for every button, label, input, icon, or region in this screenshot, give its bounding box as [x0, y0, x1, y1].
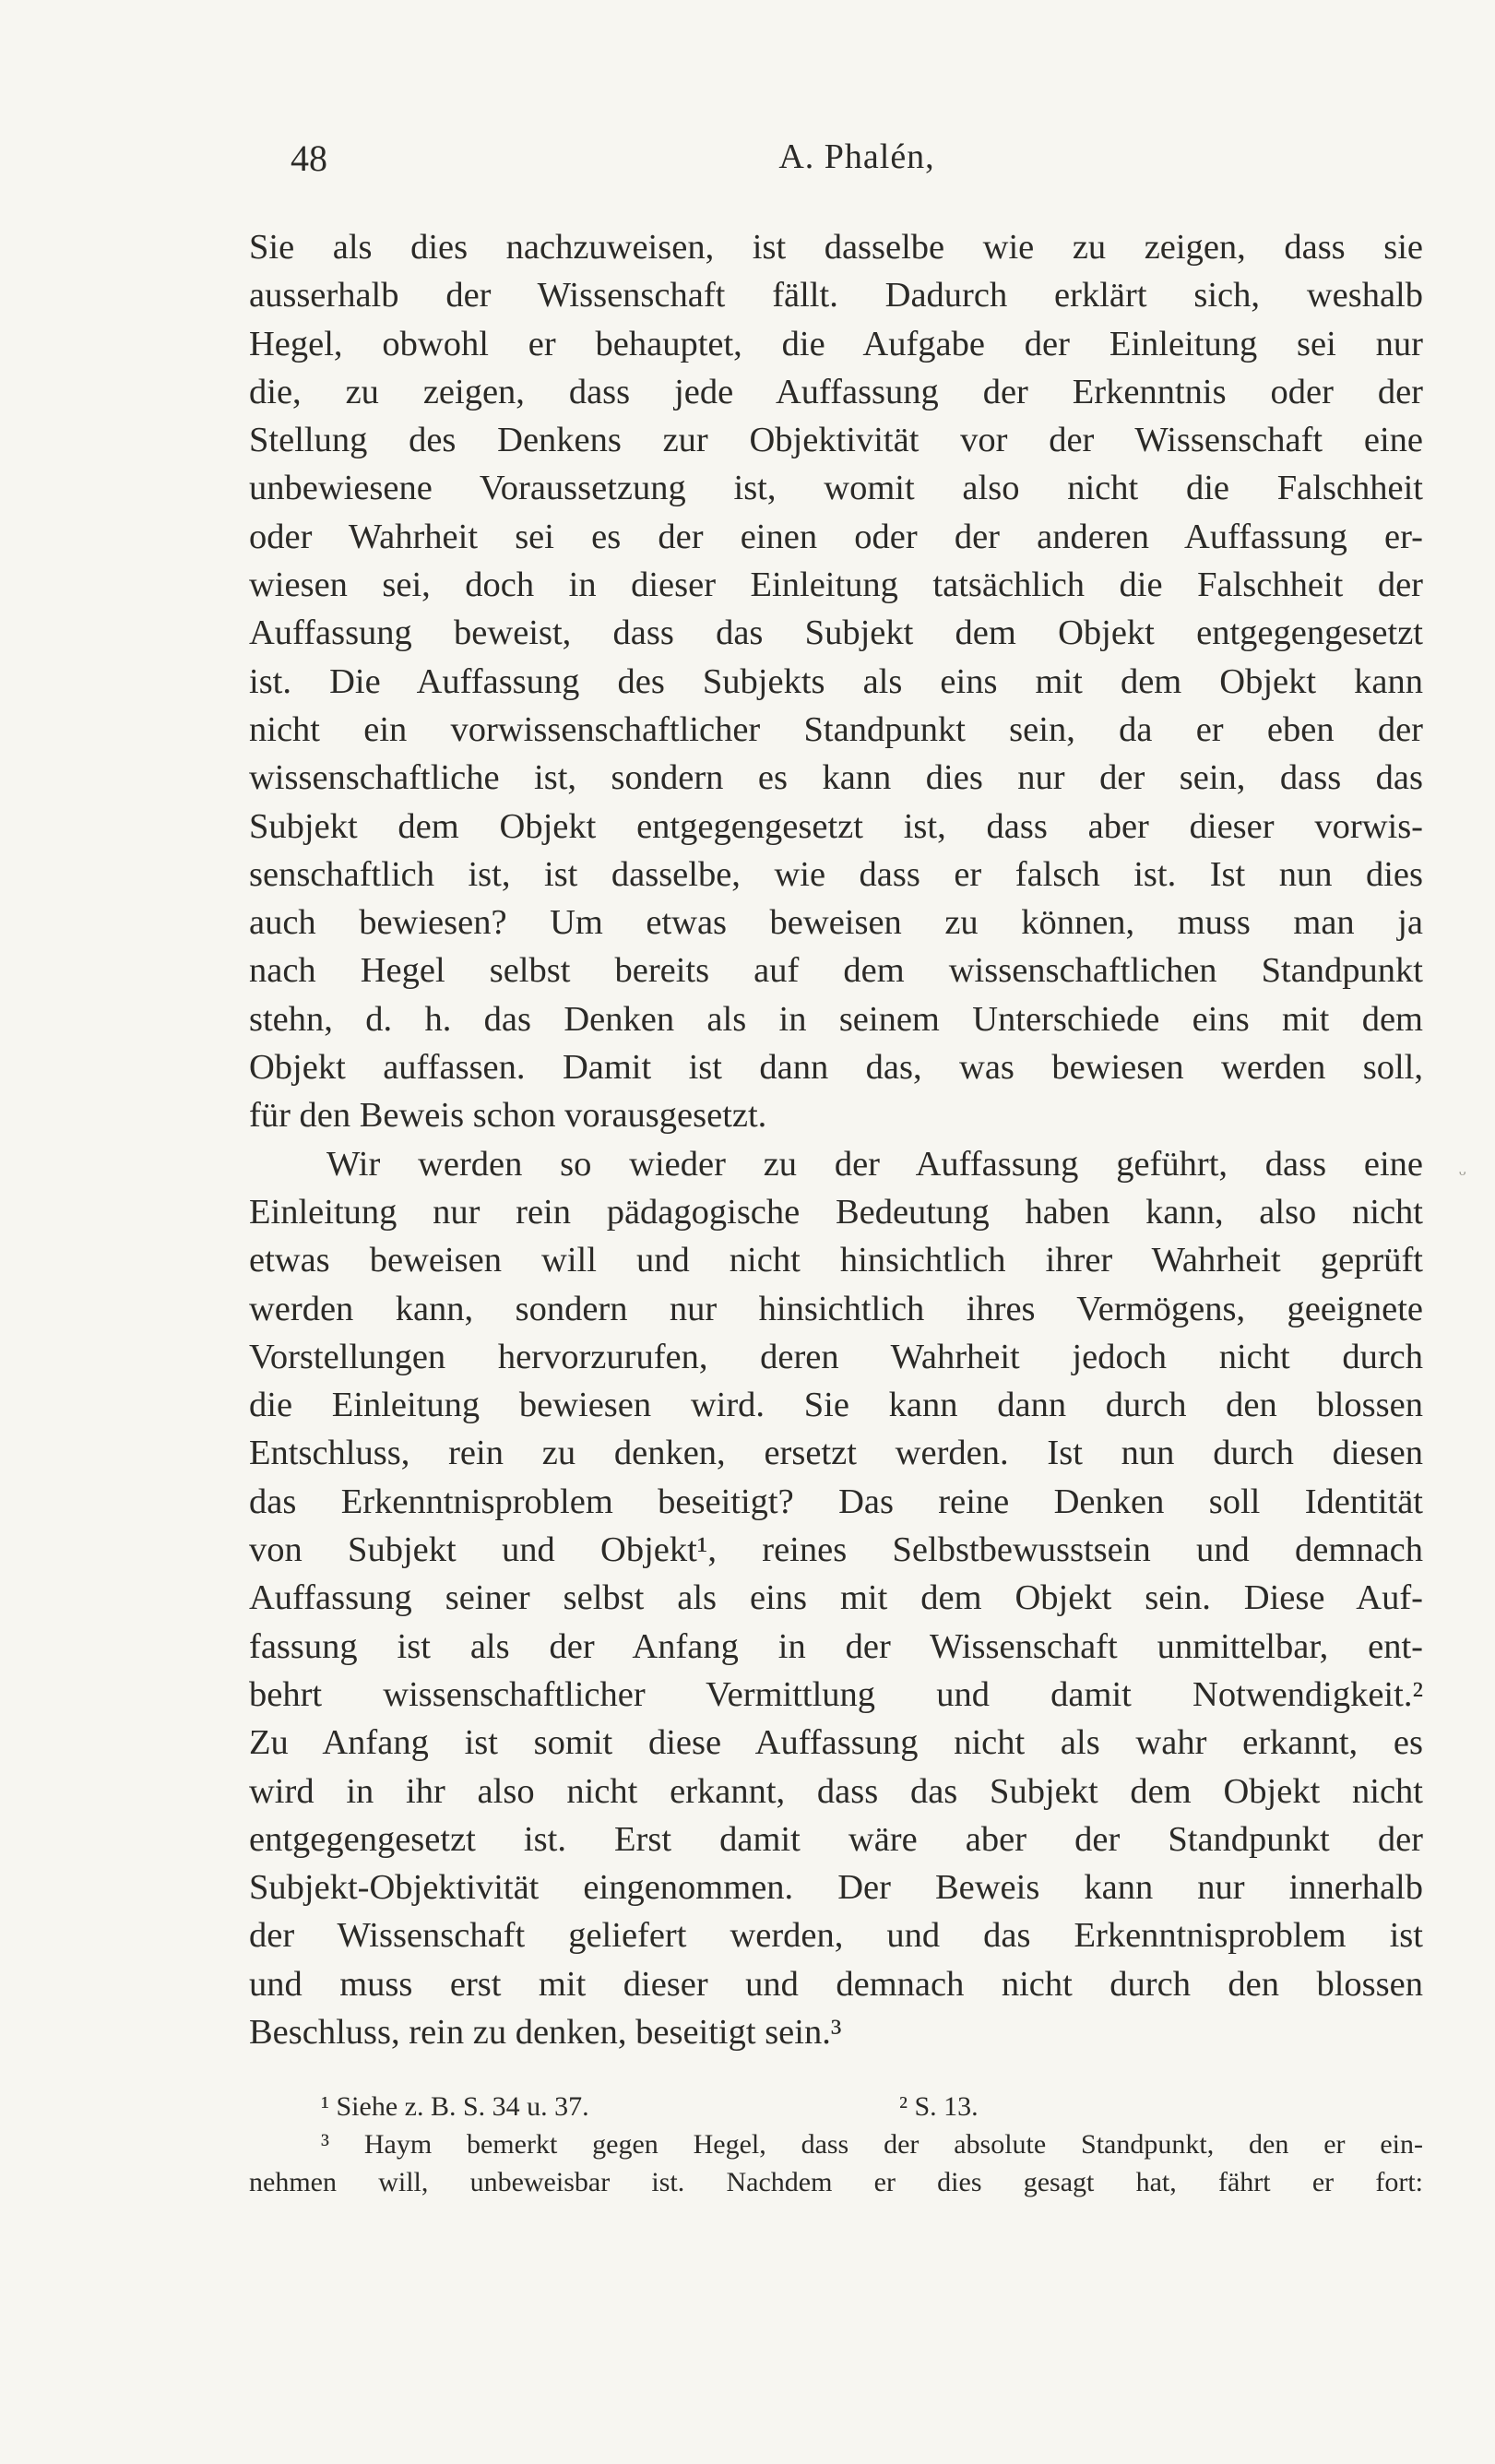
footnote-3-line: nehmen will, unbeweisbar ist. Nachdem er dies gesagt hat, fährt er fort: — [249, 2167, 1423, 2197]
footnote-3-line: ³ Haym bemerkt gegen Hegel, dass der absolute Standpunkt, den er ein- — [321, 2129, 1423, 2160]
text-line: auch bewiesen? Um etwas beweisen zu können, muss man ja — [249, 903, 1423, 943]
text-line: Subjekt-Objektivität eingenommen. Der Beweis kann nur innerhalb — [249, 1868, 1423, 1908]
text-line: wiesen sei, doch in dieser Einleitung tatsächlich die Falschheit der — [249, 565, 1423, 605]
text-line: nach Hegel selbst bereits auf dem wissenschaftlichen Standpunkt — [249, 951, 1423, 991]
text-line: Sie als dies nachzuweisen, ist dasselbe wie zu zeigen, dass sie — [249, 228, 1423, 267]
text-line: Entschluss, rein zu denken, ersetzt werden. Ist nun durch diesen — [249, 1434, 1423, 1473]
text-line: fassung ist als der Anfang in der Wissenschaft unmittelbar, ent- — [249, 1626, 1423, 1666]
text-line: ist. Die Auffassung des Subjekts als eins mit dem Objekt kann — [249, 661, 1423, 701]
text-line: Objekt auffassen. Damit ist dann das, was bewiesen werden soll, — [249, 1048, 1423, 1088]
text-line: entgegengesetzt ist. Erst damit wäre aber der Standpunkt der — [249, 1819, 1423, 1859]
text-line: oder Wahrheit sei es der einen oder der anderen Auffassung er- — [249, 517, 1423, 556]
text-line: Zu Anfang ist somit diese Auffassung nicht als wahr erkannt, es — [249, 1723, 1423, 1763]
text-line: ausserhalb der Wissenschaft fällt. Dadurch erklärt sich, weshalb — [249, 276, 1423, 315]
text-line: das Erkenntnisproblem beseitigt? Das reine Denken soll Identität — [249, 1482, 1423, 1521]
text-line: Stellung des Denkens zur Objektivität vor der Wissenschaft eine — [249, 421, 1423, 460]
page-number: 48 — [291, 137, 327, 179]
text-line: unbewiesene Voraussetzung ist, womit also nicht die Falschheit — [249, 469, 1423, 508]
text-line: nicht ein vorwissenschaftlicher Standpunkt sein, da er eben der — [249, 709, 1423, 749]
footnote-1: ¹ Siehe z. B. S. 34 u. 37. — [321, 2091, 589, 2122]
margin-mark: ᵕ — [1459, 1161, 1466, 1187]
text-line: etwas beweisen will und nicht hinsichtlich ihrer Wahrheit geprüft — [249, 1241, 1423, 1280]
text-line: Wir werden so wieder zu der Auffassung geführt, dass eine — [326, 1144, 1423, 1184]
text-line: Hegel, obwohl er behauptet, die Aufgabe der Einleitung sei nur — [249, 324, 1423, 363]
text-line: für den Beweis schon vorausgesetzt. — [249, 1096, 767, 1136]
text-line: die, zu zeigen, dass jede Auffassung der Erkenntnis oder der — [249, 372, 1423, 411]
text-line: werden kann, sondern nur hinsichtlich ihres Vermögens, geeignete — [249, 1289, 1423, 1328]
text-line: behrt wissenschaftlicher Vermittlung und damit Notwendigkeit.² — [249, 1674, 1423, 1714]
text-line: stehn, d. h. das Denken als in seinem Unterschiede eins mit dem — [249, 999, 1423, 1039]
footnote-2: ² S. 13. — [899, 2091, 979, 2122]
text-line: und muss erst mit dieser und demnach nicht durch den blossen — [249, 1964, 1423, 2004]
page-header — [291, 137, 1423, 192]
text-line: Auffassung seiner selbst als eins mit dem Objekt sein. Diese Auf- — [249, 1578, 1423, 1618]
text-line: Auffassung beweist, dass das Subjekt dem Objekt entgegengesetzt — [249, 613, 1423, 653]
text-line: die Einleitung bewiesen wird. Sie kann dann durch den blossen — [249, 1386, 1423, 1425]
footnotes — [249, 2088, 1423, 2201]
text-line: wird in ihr also nicht erkannt, dass das Subjekt dem Objekt nicht — [249, 1771, 1423, 1811]
text-line: Beschluss, rein zu denken, beseitigt sein.³ — [249, 2012, 842, 2052]
footnote-row — [249, 2088, 1423, 2125]
text-line: Vorstellungen hervorzurufen, deren Wahrheit jedoch nicht durch — [249, 1337, 1423, 1376]
text-line: von Subjekt und Objekt¹, reines Selbstbewusstsein und demnach — [249, 1530, 1423, 1570]
running-head: A. Phalén, — [778, 137, 935, 176]
text-line: wissenschaftliche ist, sondern es kann dies nur der sein, dass das — [249, 758, 1423, 798]
text-line: senschaftlich ist, ist dasselbe, wie dass er falsch ist. Ist nun dies — [249, 854, 1423, 894]
text-line: Subjekt dem Objekt entgegengesetzt ist, dass aber dieser vorwis- — [249, 806, 1423, 846]
text-line: der Wissenschaft geliefert werden, und das Erkenntnisproblem ist — [249, 1916, 1423, 1956]
body-text — [249, 223, 1423, 2056]
text-line: Einleitung nur rein pädagogische Bedeutung haben kann, also nicht — [249, 1192, 1423, 1232]
